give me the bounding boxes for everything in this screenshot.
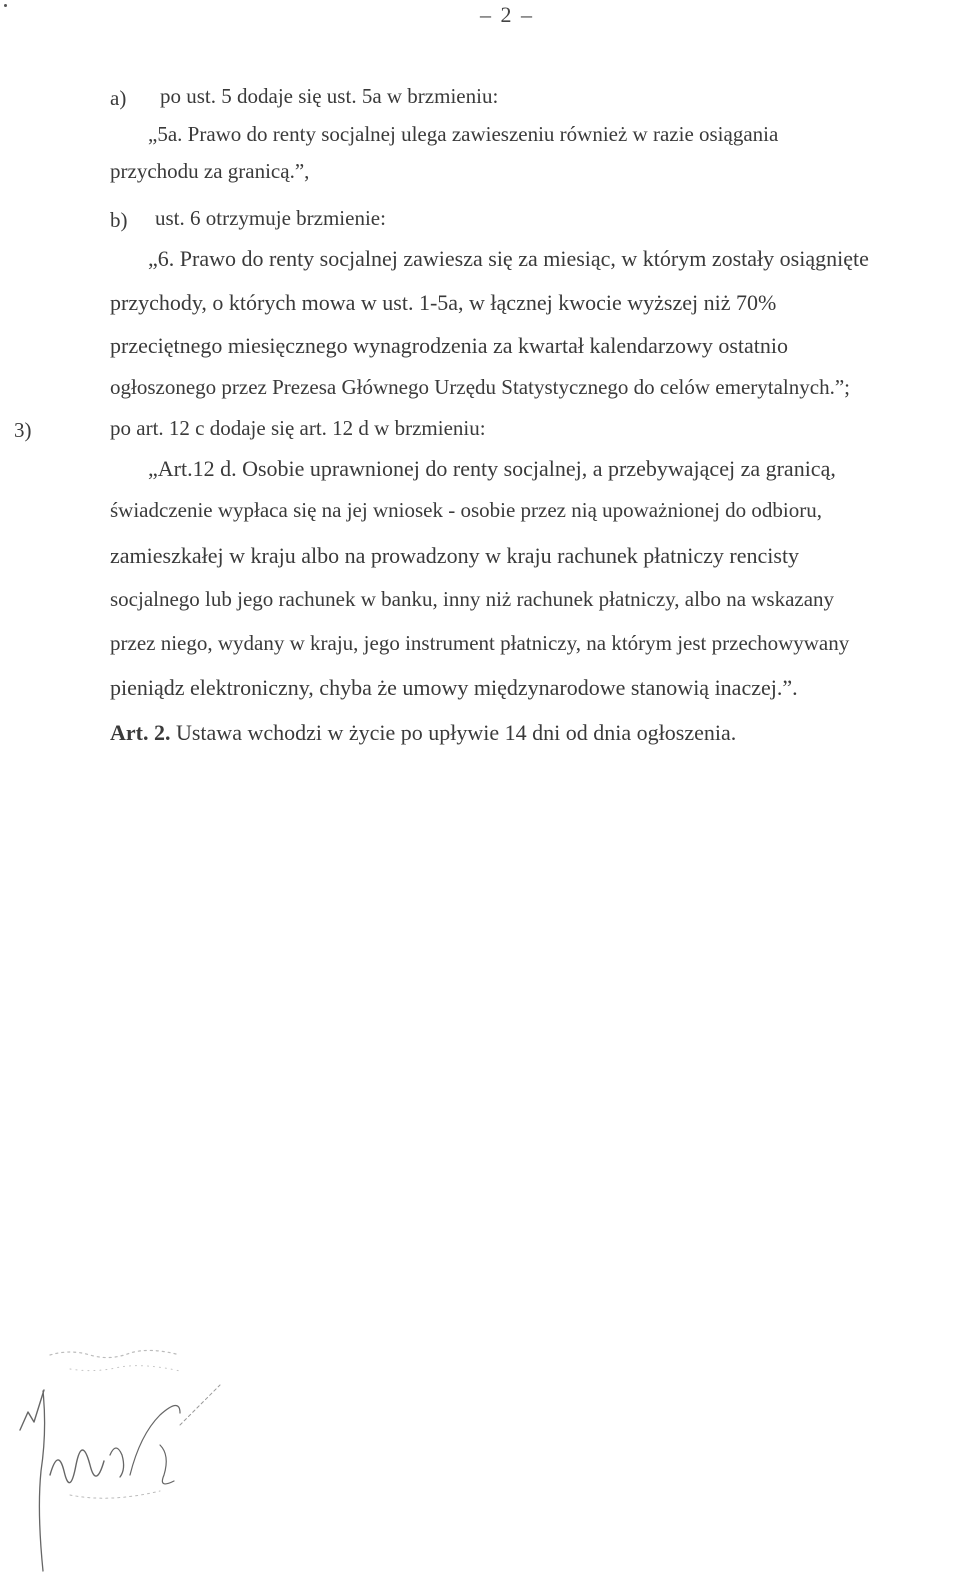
quote-12d-line-6: pieniądz elektroniczny, chyba że umowy międzynarodowe stanowią inaczej.”. bbox=[110, 675, 798, 700]
item-3-marker: 3) bbox=[14, 418, 32, 442]
quote-6-line-3: przeciętnego miesięcznego wynagrodzenia za kwartał kalendarzowy ostatnio bbox=[110, 333, 789, 358]
quote-12d-line-4: socjalnego lub jego rachunek w banku, inny niż rachunek płatniczy, albo na wskazany bbox=[110, 587, 835, 611]
quote-12d-line-1: „Art.12 d. Osobie uprawnionej do renty socjalnej, a przebywającej za granicą, bbox=[148, 456, 836, 481]
item-a-text: po ust. 5 dodaje się ust. 5a w brzmieniu: bbox=[160, 84, 499, 108]
quote-12d-line-5: przez niego, wydany w kraju, jego instrument płatniczy, na którym jest przechowywany bbox=[110, 631, 850, 655]
quote-5a-line-1: „5a. Prawo do renty socjalnej ulega zawieszeniu również w razie osiągania bbox=[148, 122, 779, 146]
item-b-text: ust. 6 otrzymuje brzmienie: bbox=[155, 206, 386, 230]
art-2-paragraph bbox=[110, 722, 736, 744]
page-number: – 2 – bbox=[480, 2, 534, 27]
item-a-marker: a) bbox=[110, 86, 127, 110]
quote-12d-line-3: zamieszkałej w kraju albo na prowadzony w kraju rachunek płatniczy rencisty bbox=[110, 543, 800, 568]
art-2-label: Art. 2. bbox=[110, 720, 171, 745]
item-b-marker: b) bbox=[110, 208, 128, 232]
quote-6-line-4: ogłoszonego przez Prezesa Głównego Urzędu Statystycznego do celów emerytalnych.”; bbox=[110, 375, 850, 399]
quote-12d-line-2: świadczenie wypłaca się na jej wniosek - osobie przez nią upoważnionej do odbioru, bbox=[110, 498, 823, 522]
handwritten-signature bbox=[10, 1325, 240, 1575]
scan-dot bbox=[4, 4, 7, 7]
quote-6-line-2: przychody, o których mowa w ust. 1-5a, w łącznej kwocie wyższej niż 70% bbox=[110, 290, 777, 315]
quote-6-line-1: „6. Prawo do renty socjalnej zawiesza się za miesiąc, w którym zostały osiągnięte bbox=[148, 246, 869, 271]
item-3-text: po art. 12 c dodaje się art. 12 d w brzmieniu: bbox=[110, 416, 486, 440]
quote-5a-line-2: przychodu za granicą.”, bbox=[110, 159, 310, 183]
art-2-text: Ustawa wchodzi w życie po upływie 14 dni od dnia ogłoszenia. bbox=[175, 720, 737, 745]
